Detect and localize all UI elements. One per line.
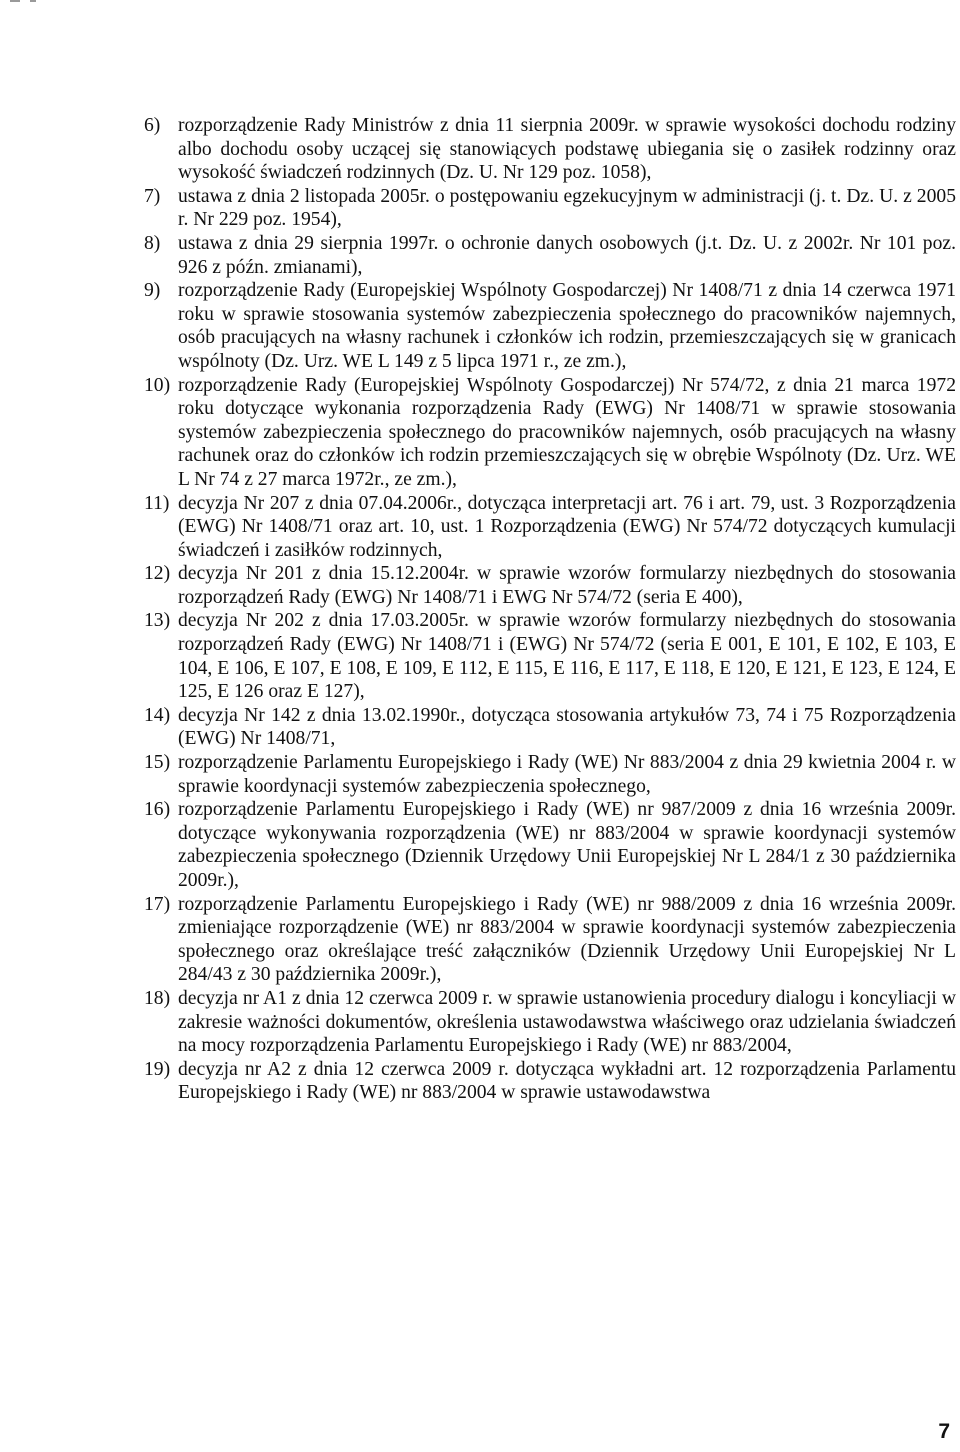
list-item	[144, 893, 956, 987]
list-item	[144, 114, 956, 185]
list-item-number: 9)	[144, 280, 161, 302]
list-item	[144, 232, 956, 279]
list-item	[144, 704, 956, 751]
list-item	[144, 751, 956, 798]
list-item-text: decyzja nr A1 z dnia 12 czerwca 2009 r. w sprawie ustanowienia procedury dialogu i koncyliacji w zakresie ważności dokumentów, określenia ustawodawstwa właściwego oraz udzielania świadczeń na mocy rozporządzenia Parlamentu Europejskiego i Rady (WE) nr 883/2004,	[178, 987, 956, 1057]
list-item-text: decyzja Nr 142 z dnia 13.02.1990r., dotycząca stosowania artykułów 73, 74 i 75 Rozporządzenia (EWG) Nr 1408/71,	[178, 704, 956, 750]
list-item	[144, 562, 956, 609]
list-item-text: decyzja Nr 202 z dnia 17.03.2005r. w sprawie wzorów formularzy niezbędnych do stosowania rozporządzeń Rady (EWG) Nr 1408/71 i (EWG) Nr 574/72 (seria E 001, E 101, E 102, E 103, E 104, E 106, E 107, E 108, E 109, E 112, E 115, E 116, E 117, E 118, E 120, E 121, E 123, E 124, E 125, E 126 oraz E 127),	[178, 610, 956, 703]
list-item-number: 13)	[144, 610, 171, 632]
list-item	[144, 492, 956, 563]
page-number: 7	[938, 1420, 950, 1443]
list-item-number: 18)	[144, 987, 171, 1009]
list-item-number: 6)	[144, 115, 161, 136]
scan-artifact	[10, 0, 20, 2]
list-item-text: rozporządzenie Parlamentu Europejskiego i Rady (WE) Nr 883/2004 z dnia 29 kwietnia 2004 r. w sprawie koordynacji systemów zabezpieczenia społecznego,	[178, 752, 956, 797]
list-item-text: decyzja Nr 207 z dnia 07.04.2006r., dotycząca interpretacji art. 76 i art. 79, ust. 3 Rozporządzenia (EWG) Nr 1408/71 oraz art. 10, ust. 1 Rozporządzenia (EWG) Nr 574/72 dotyczących kumulacji świadczeń i zasiłków rodzinnych,	[178, 492, 956, 561]
list-item-text: ustawa z dnia 29 sierpnia 1997r. o ochronie danych osobowych (j.t. Dz. U. z 2002r. Nr 101 poz. 926 z późn. zmianami),	[178, 232, 956, 278]
list-item-text: rozporządzenie Rady (Europejskiej Wspólnoty Gospodarczej) Nr 574/72, z dnia 21 marca 1972 roku dotyczące wykonania rozporządzenia Rady (EWG) Nr 1408/71 w sprawie stosowania systemów zabezpieczenia społecznego do pracowników najemnych, osób pracujących na własny rachunek oraz do członków ich rodzin przemieszczających się w obrębie Wspólnoty (Dz. Urz. WE L Nr 74 z 27 marca 1972r., ze zm.),	[178, 374, 956, 490]
list-item-text: decyzja nr A2 z dnia 12 czerwca 2009 r. dotycząca wykładni art. 12 rozporządzenia Parlamentu Europejskiego i Rady (WE) nr 883/2004 w sprawie ustawodawstwa	[178, 1058, 956, 1104]
list-item-number: 8)	[144, 232, 161, 254]
list-item-text: rozporządzenie Rady Ministrów z dnia 11 sierpnia 2009r. w sprawie wysokości dochodu rodziny albo dochodu osoby uczącej się stanowiących podstawę ubiegania się o zasiłek rodzinny oraz wysokość świadczeń rodzinnych (Dz. U. Nr 129 poz. 1058),	[178, 115, 956, 184]
list-item-number: 14)	[144, 704, 171, 726]
list-item-number: 17)	[144, 893, 171, 915]
list-item-number: 19)	[144, 1058, 171, 1080]
list-item-number: 10)	[144, 374, 171, 396]
list-item	[144, 798, 956, 892]
legal-acts-list	[144, 114, 956, 1105]
list-item-text: rozporządzenie Parlamentu Europejskiego i Rady (WE) nr 988/2009 z dnia 16 września 2009r. zmieniające rozporządzenie (WE) nr 883/2004 w sprawie koordynacji systemów zabezpieczenia społecznego oraz określające treść załączników (Dziennik Urzędowy Unii Europejskiej Nr L 284/43 z 30 października 2009r.),	[178, 893, 956, 986]
list-item	[144, 987, 956, 1058]
list-item-number: 16)	[144, 799, 171, 821]
list-item	[144, 1058, 956, 1105]
list-item-number: 15)	[144, 752, 171, 774]
list-item-text: decyzja Nr 201 z dnia 15.12.2004r. w sprawie wzorów formularzy niezbędnych do stosowania rozporządzeń Rady (EWG) Nr 1408/71 i EWG Nr 574/72 (seria E 400),	[178, 563, 956, 608]
list-item	[144, 374, 956, 492]
list-item	[144, 185, 956, 232]
list-item-text: rozporządzenie Rady (Europejskiej Wspólnoty Gospodarczej) Nr 1408/71 z dnia 14 czerwca 1971 roku w sprawie stosowania systemów zabezpieczenia społecznego do pracowników najemnych, osób pracujących na własny rachunek i członków ich rodzin, przemieszczających się w granicach wspólnoty (Dz. Urz. WE L 149 z 5 lipca 1971 r., ze zm.),	[178, 280, 956, 372]
list-item	[144, 609, 956, 703]
list-item-number: 12)	[144, 563, 171, 585]
list-item-number: 7)	[144, 185, 161, 207]
list-item-text: rozporządzenie Parlamentu Europejskiego i Rady (WE) nr 987/2009 z dnia 16 września 2009r. dotyczące wykonywania rozporządzenia (WE) nr 883/2004 w sprawie koordynacji systemów zabezpieczenia społecznego (Dziennik Urzędowy Unii Europejskiej Nr L 284/1 z 30 października 2009r.),	[178, 799, 956, 891]
scan-artifact	[30, 0, 36, 2]
list-item-text: ustawa z dnia 2 listopada 2005r. o postępowaniu egzekucyjnym w administracji (j. t. Dz. U. z 2005 r. Nr 229 poz. 1954),	[178, 185, 956, 231]
list-item-number: 11)	[144, 492, 170, 514]
list-item	[144, 279, 956, 373]
